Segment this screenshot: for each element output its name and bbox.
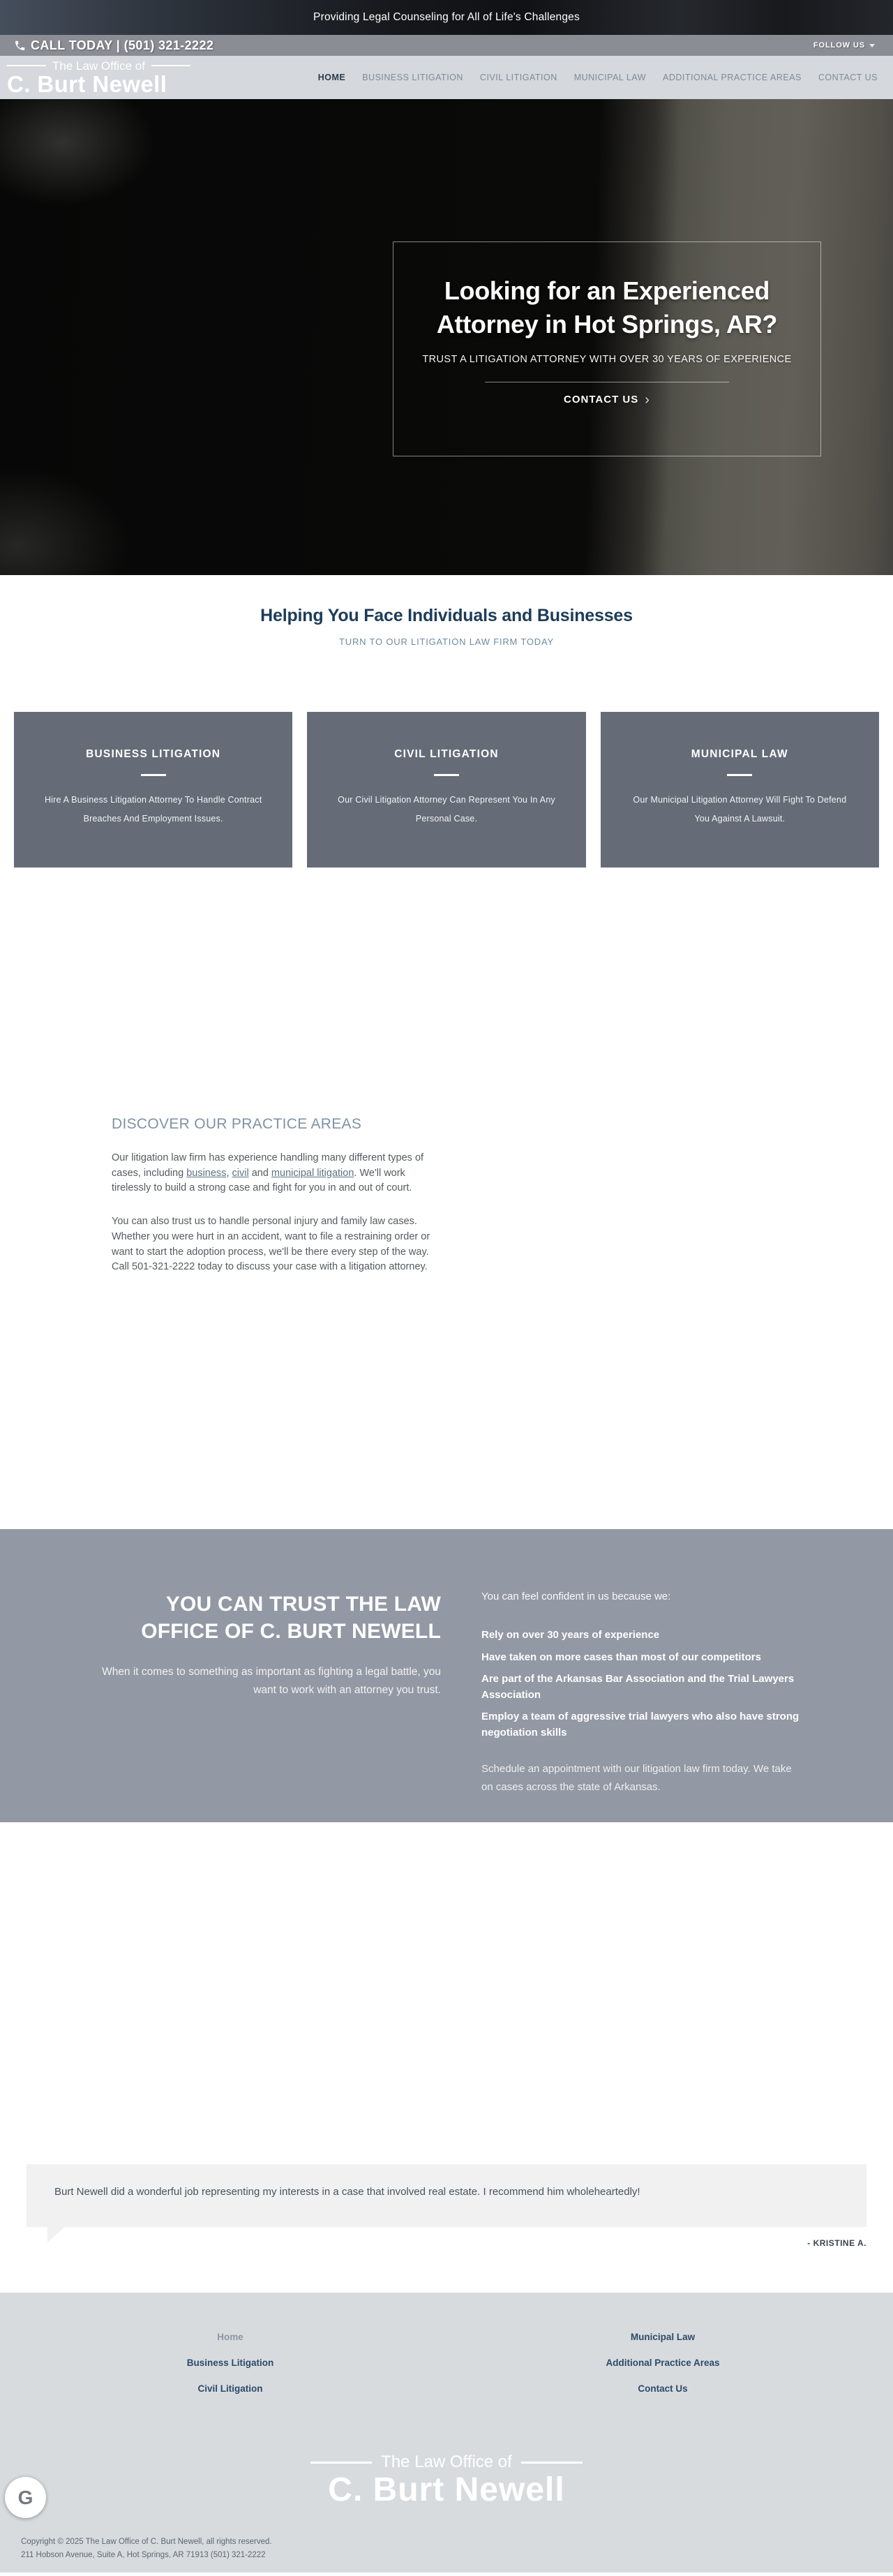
intro-heading: Helping You Face Individuals and Businesses <box>260 606 633 625</box>
tagline-bar <box>0 0 893 35</box>
testimonial-quote: Burt Newell did a wonderful job representing my interests in a case that involved real estate. I recommend him wholeheartedly! <box>54 2186 640 2198</box>
discover-p1-sep2: and <box>248 1167 271 1179</box>
nav-item-municipal-law[interactable]: MUNICIPAL LAW <box>573 73 646 82</box>
trust-bullet: Are part of the Arkansas Bar Association and the Trial Lawyers Association <box>481 1673 795 1701</box>
footer-logo-tagline-row <box>0 2454 893 2471</box>
google-icon: G <box>17 2486 33 2508</box>
contact-us-label: CONTACT US <box>564 394 639 406</box>
discover-p1-sep1: , <box>226 1167 232 1179</box>
trust-left-column <box>84 1591 441 1797</box>
trust-bullet-list <box>481 1628 839 1741</box>
footer-links <box>14 2332 879 2409</box>
contact-us-button[interactable] <box>564 393 650 407</box>
footer-links-left <box>14 2332 446 2409</box>
discover-p1-end: . We'll work tirelessly to build a strong case and fight for you in and out of court. <box>112 1167 412 1194</box>
card-civil-litigation <box>307 712 585 868</box>
business-litigation-link[interactable]: business <box>186 1167 227 1179</box>
card-text: Hire A Business Litigation Attorney To Handle Contract Breaches And Employment Issues. <box>44 795 262 824</box>
footer-link-home[interactable]: Home <box>217 2332 243 2342</box>
logo-line-left <box>310 2462 372 2464</box>
copyright-line: Copyright © 2025 The Law Office of C. Burt Newell, all rights reserved. <box>21 2538 272 2547</box>
discover-paragraph-1 <box>112 1151 445 1196</box>
logo-line-right <box>521 2462 583 2464</box>
discover-heading: DISCOVER OUR PRACTICE AREAS <box>112 1115 362 1132</box>
civil-litigation-link[interactable]: civil <box>232 1167 249 1179</box>
chevron-right-icon: › <box>645 392 650 408</box>
google-reviews-button[interactable] <box>5 2477 46 2518</box>
footer-link-civil-litigation[interactable]: Civil Litigation <box>197 2383 263 2394</box>
footer-link-business-litigation[interactable]: Business Litigation <box>186 2358 274 2368</box>
trust-bullet: Rely on over 30 years of experience <box>481 1629 660 1641</box>
footer-links-right <box>446 2332 879 2409</box>
hero-callout-box <box>393 241 821 456</box>
trust-section <box>0 1529 893 1822</box>
card-title: MUNICIPAL LAW <box>691 748 788 760</box>
logo-line-left <box>7 65 46 66</box>
footer-link-additional-practice-areas[interactable]: Additional Practice Areas <box>606 2358 720 2368</box>
logo-top-text: The Law Office of <box>52 59 145 73</box>
hero-section <box>0 99 893 575</box>
card-municipal-law <box>601 712 879 868</box>
card-text: Our Civil Litigation Attorney Can Represent You In Any Personal Case. <box>338 795 555 824</box>
discover-paragraph-2: You can also trust us to handle personal injury and family law cases. Whether you were hurt in an accident, want to file a restraining order or want to start the adoption process, we'll be there every step of the way. Call 501-321-2222 today to discuss your case with a litigation attorney. <box>112 1216 430 1273</box>
footer-link-municipal-law[interactable]: Municipal Law <box>630 2332 696 2342</box>
testimonial-section <box>27 2164 866 2248</box>
trust-list-intro: You can feel confident in us because we: <box>481 1591 671 1602</box>
trust-right-column <box>481 1591 839 1797</box>
footer-logo-top-text: The Law Office of <box>381 2452 512 2471</box>
call-bar <box>0 35 893 56</box>
logo-tagline-row <box>7 60 190 72</box>
main-nav <box>318 73 878 82</box>
trust-bullet: Employ a team of aggressive trial lawyers who also have strong negotiation skills <box>481 1711 800 1739</box>
card-divider <box>727 774 752 776</box>
testimonial-bubble <box>27 2164 866 2227</box>
logo-name-text: C. Burt Newell <box>7 70 167 97</box>
nav-item-additional-practice-areas[interactable]: ADDITIONAL PRACTICE AREAS <box>663 73 802 82</box>
footer-logo-name-text: C. Burt Newell <box>328 2471 565 2508</box>
discover-section <box>112 1116 445 1275</box>
call-today-link[interactable] <box>14 38 213 53</box>
footer-link-contact-us[interactable]: Contact Us <box>638 2383 688 2394</box>
trust-heading: YOU CAN TRUST THE LAW OFFICE OF C. BURT NEWELL <box>141 1593 441 1643</box>
header-logo[interactable] <box>7 60 190 96</box>
card-divider <box>434 774 459 776</box>
follow-us-dropdown[interactable] <box>813 41 875 50</box>
card-title: CIVIL LITIGATION <box>394 748 499 760</box>
testimonial-attribution: - KRISTINE A. <box>807 2238 866 2248</box>
municipal-litigation-link[interactable]: municipal litigation <box>271 1167 354 1179</box>
discover-p1-start: Our litigation law firm has experience handling many different types of cases, including <box>112 1152 424 1179</box>
logo-line-right <box>151 65 190 66</box>
trust-outro: Schedule an appointment with our litigation law firm today. We take on cases across the state of Arkansas. <box>481 1763 792 1794</box>
trust-columns <box>14 1591 879 1797</box>
nav-item-civil-litigation[interactable]: CIVIL LITIGATION <box>479 73 557 82</box>
card-text: Our Municipal Litigation Attorney Will Fight To Defend You Against A Lawsuit. <box>633 795 847 824</box>
hero-subtitle: TRUST A LITIGATION ATTORNEY WITH OVER 30 YEARS OF EXPERIENCE <box>422 353 792 365</box>
card-divider <box>141 774 166 776</box>
trust-bullet: Have taken on more cases than most of our competitors <box>481 1651 761 1663</box>
chevron-down-icon <box>869 44 875 47</box>
nav-item-business-litigation[interactable]: BUSINESS LITIGATION <box>362 73 463 82</box>
address-line: 211 Hobson Avenue, Suite A, Hot Springs, AR 71913 (501) 321-2222 <box>21 2550 266 2559</box>
copyright-block <box>21 2536 272 2561</box>
follow-us-label: FOLLOW US <box>813 41 865 50</box>
footer-logo <box>0 2454 893 2507</box>
trust-subtext: When it comes to something as important as fighting a legal battle, you want to work with an attorney you trust. <box>102 1666 441 1696</box>
phone-icon <box>14 40 26 52</box>
nav-item-home[interactable]: HOME <box>317 73 346 82</box>
card-business-litigation <box>14 712 292 868</box>
site-header <box>0 56 893 99</box>
tagline-text: Providing Legal Counseling for All of Life's Challenges <box>313 11 580 23</box>
intro-subheading: TURN TO OUR LITIGATION LAW FIRM TODAY <box>339 636 554 647</box>
practice-cards <box>14 712 879 868</box>
intro-section <box>0 575 893 712</box>
hero-title: Looking for an Experienced Attorney in Hot Springs, AR? <box>436 276 778 338</box>
call-today-text: CALL TODAY | (501) 321-2222 <box>31 38 214 52</box>
card-title: BUSINESS LITIGATION <box>86 748 221 760</box>
nav-item-contact-us[interactable]: CONTACT US <box>818 73 878 82</box>
footer <box>0 2293 893 2573</box>
